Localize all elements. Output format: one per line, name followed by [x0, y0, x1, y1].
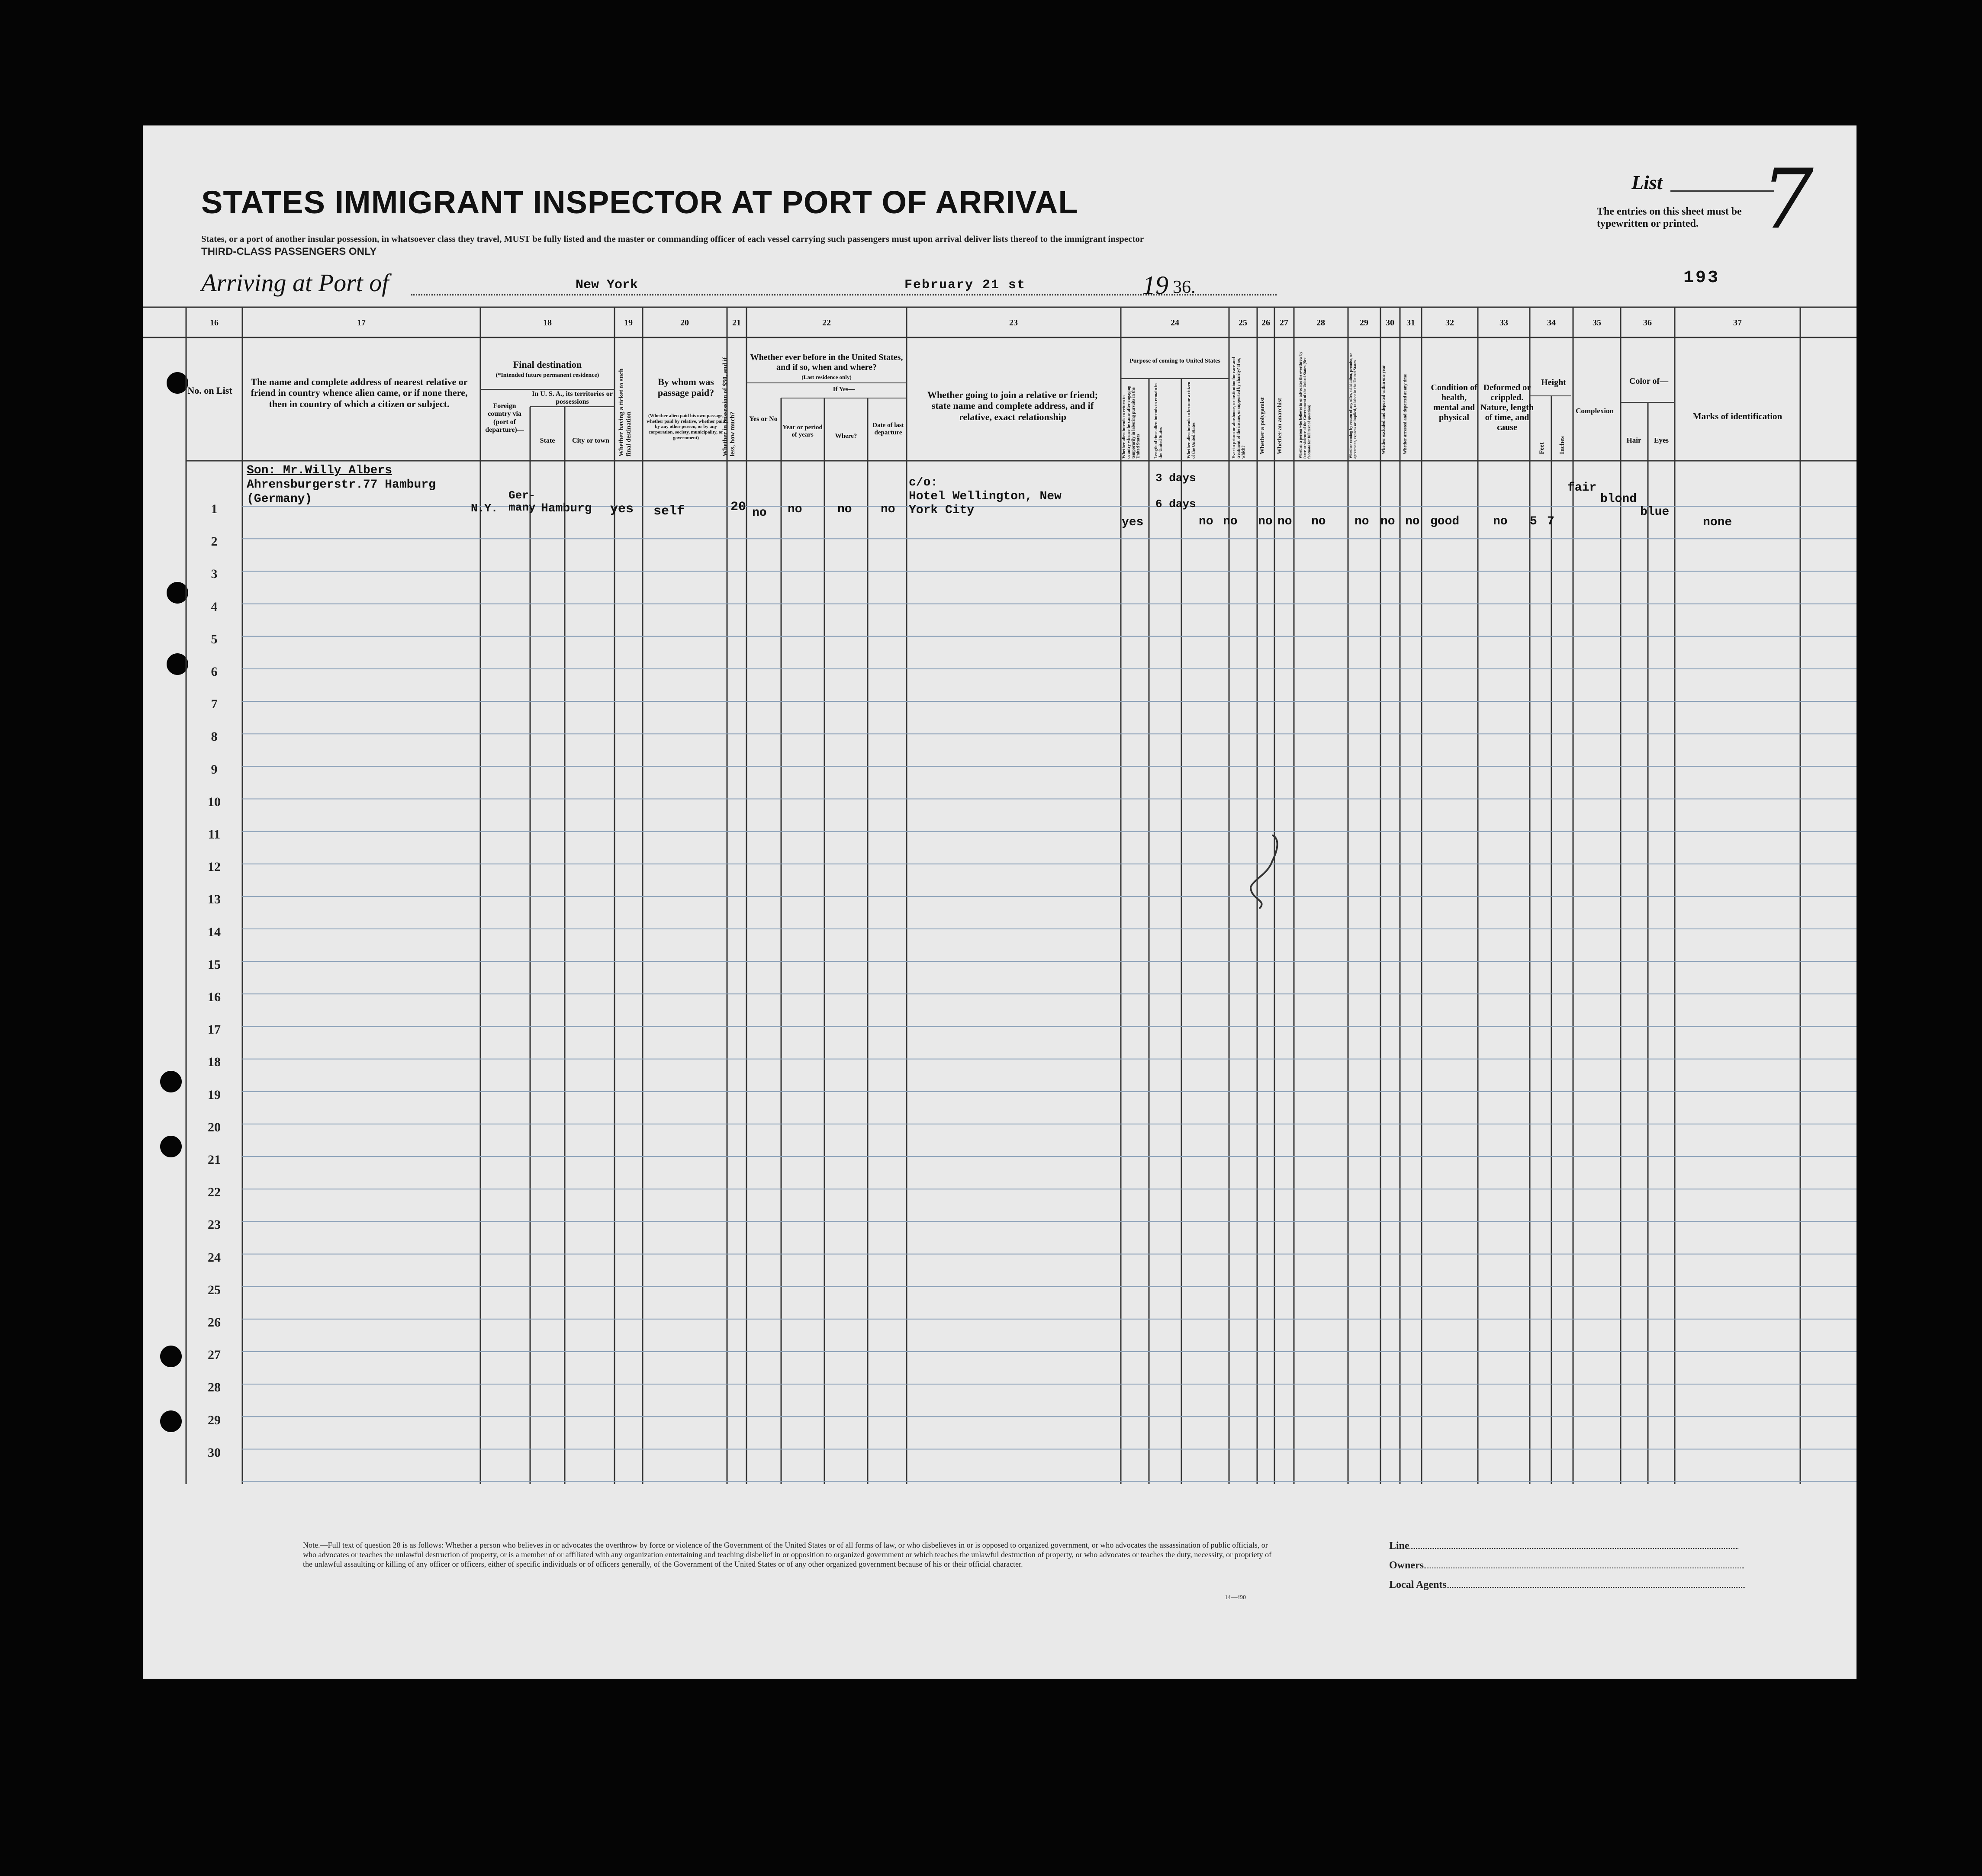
- header-feet: Feet: [1538, 442, 1545, 454]
- entry-relative-line1: Son: Mr.Willy Albers: [247, 464, 393, 477]
- header-height: Height: [1541, 378, 1566, 387]
- entry-eyes: blue: [1640, 505, 1670, 519]
- entry-relative-line3: (Germany): [247, 492, 312, 506]
- row-number: 25: [208, 1282, 221, 1297]
- entry-anarchist: no: [1277, 515, 1292, 528]
- column-number: 27: [1280, 318, 1288, 328]
- column-number: 21: [732, 318, 741, 328]
- row-number: 8: [211, 729, 218, 744]
- entry-joining-line2: Hotel Wellington, New: [909, 490, 1062, 503]
- header-deformed: Deformed or crippled. Nature, length of time, and cause: [1480, 383, 1534, 432]
- column-number: 20: [680, 318, 689, 328]
- row-number: 2: [211, 534, 218, 549]
- entry-deported: no: [1405, 515, 1420, 528]
- header-yes-no: Yes or No: [749, 415, 778, 423]
- entry-city: Hamburg: [541, 502, 592, 515]
- header-passage-paid-note: (Whether alien paid his own passage, whether paid by relative, whether paid by any other person, or by any corporation, society, municipality, or government): [647, 413, 725, 440]
- header-city: City or town: [572, 437, 609, 444]
- row-number: 4: [211, 599, 218, 614]
- header-where: Where?: [835, 433, 857, 440]
- arriving-label: Arriving at Port of: [201, 269, 389, 297]
- entry-polygamist: no: [1258, 515, 1273, 528]
- row-number: 27: [208, 1348, 221, 1362]
- header-state: State: [540, 437, 555, 444]
- page-number: 193: [1683, 268, 1720, 288]
- column-number: 19: [624, 318, 633, 328]
- header-become-citizen: Whether alien intends to become a citizen of the United States: [1187, 382, 1196, 459]
- row-number: 30: [208, 1445, 221, 1460]
- entry-feet: 5: [1530, 515, 1537, 528]
- header-excluded: Whether excluded and deported within one year: [1381, 365, 1386, 454]
- header-relative: The name and complete address of nearest relative or friend in country whence alien came, or if none there, then in country of which a citizen or subject.: [251, 376, 468, 409]
- entry-complexion: fair: [1567, 481, 1597, 495]
- header-if-yes: If Yes—: [833, 386, 855, 393]
- column-number: 23: [1009, 318, 1018, 328]
- column-number: 25: [1239, 318, 1247, 328]
- entry-foreign-line1: Ger-: [508, 489, 536, 502]
- column-number: 35: [1593, 318, 1601, 328]
- header-money: Whether in possession of $50, and if less, how much?: [722, 357, 736, 456]
- header-usa: In U. S. A., its territories or possessions: [532, 390, 613, 406]
- entry-prison: no: [1223, 515, 1238, 528]
- column-number: 22: [822, 318, 831, 328]
- column-number: 24: [1171, 318, 1179, 328]
- date-value: February 21 st: [904, 278, 1026, 292]
- entry-last-departure: no: [881, 503, 895, 516]
- row-number: 17: [208, 1022, 221, 1037]
- row-number: 29: [208, 1413, 221, 1427]
- list-number: 7: [1761, 151, 1814, 247]
- row-number: 11: [208, 827, 221, 842]
- header-purpose: Purpose of coming to United States: [1129, 358, 1220, 364]
- entries-note: The entries on this sheet must be typewritten or printed.: [1597, 206, 1742, 229]
- header-ticket: Whether having a ticket to such final destination: [618, 368, 632, 456]
- header-deported: Whether arrested and deported at any time: [1403, 374, 1408, 454]
- entry-where: no: [837, 503, 852, 516]
- header-return-intent: Whether alien intends to return to country whence he came after engaging temporarily in laboring pursuits in the United States: [1122, 385, 1141, 459]
- row-number: 26: [208, 1315, 221, 1330]
- entry-ticket: yes: [610, 502, 634, 517]
- header-period: Year or period of years: [782, 424, 823, 439]
- entry-passage-paid: self: [653, 504, 685, 519]
- entry-ever-before: no: [752, 506, 767, 520]
- row-number: 7: [211, 697, 218, 712]
- row-number: 3: [211, 567, 218, 581]
- header-complexion: Complexion: [1576, 407, 1614, 415]
- column-number: 28: [1316, 318, 1325, 328]
- row-number: 6: [211, 665, 218, 679]
- row-number: 9: [211, 762, 218, 777]
- column-number: 29: [1360, 318, 1368, 328]
- manifest-sheet: [143, 125, 1857, 1679]
- row-number: 28: [208, 1380, 221, 1395]
- entry-stay-line1: 3 days: [1155, 472, 1196, 485]
- entry-stay-line3: 6 days: [1155, 498, 1196, 511]
- column-number: 33: [1499, 318, 1508, 328]
- row-number: 22: [208, 1185, 221, 1200]
- header-ever-before: Whether ever before in the United States, and if so, when and where?: [750, 353, 903, 372]
- column-number: 16: [210, 318, 219, 328]
- entry-deformed: no: [1493, 515, 1508, 528]
- port-value: New York: [576, 278, 638, 292]
- column-number: 26: [1261, 318, 1270, 328]
- row-number: 19: [208, 1087, 221, 1102]
- header-overthrow: Whether a person who believes in or advocates the overthrow by force or violence of the Government of the United States (See footnote for full text of question): [1298, 351, 1311, 459]
- entry-joining-line3: York City: [909, 504, 975, 517]
- header-no-on-list: No. on List: [187, 385, 232, 396]
- header-eyes: Eyes: [1654, 436, 1669, 444]
- header-final-destination-note: (*Intended future permanent residence): [496, 372, 599, 379]
- header-inches: Inches: [1559, 436, 1566, 454]
- header-last-departure: Date of last departure: [872, 422, 904, 437]
- header-labor-offer: Whether coming by reason of any offer, solicitation, promise, or agreement, express or implied, to labor in the United States: [1348, 353, 1357, 459]
- row-number: 24: [208, 1250, 221, 1265]
- year-suffix: 36.: [1173, 277, 1196, 297]
- year-prefix: 19: [1142, 271, 1168, 299]
- row-number: 18: [208, 1055, 221, 1070]
- row-number: 20: [208, 1120, 221, 1134]
- owners-label: Owners: [1389, 1560, 1744, 1571]
- header-color-of: Color of—: [1629, 376, 1669, 386]
- header-ever-before-note: (Last residence only): [801, 374, 852, 380]
- table-grid: [143, 125, 1857, 1679]
- row-number: 5: [211, 632, 218, 646]
- local-agents-label: Local Agents: [1389, 1579, 1745, 1591]
- entry-joining-line1: c/o:: [909, 476, 938, 489]
- header-length-of-stay: Length of time alien intends to remain in the United States: [1154, 383, 1163, 459]
- entry-excluded: no: [1380, 515, 1395, 528]
- column-number: 30: [1386, 318, 1394, 328]
- row-number: 13: [208, 892, 221, 907]
- row-number: 16: [208, 990, 221, 1004]
- header-marks: Marks of identification: [1692, 411, 1783, 421]
- entry-become-citizen: no: [1199, 515, 1213, 528]
- row-number: 21: [208, 1153, 221, 1167]
- header-polygamist: Whether a polygamist: [1259, 397, 1266, 454]
- column-number: 36: [1643, 318, 1652, 328]
- entry-marks: none: [1703, 516, 1732, 529]
- column-number: 31: [1406, 318, 1415, 328]
- form-number: 14—490: [1225, 1594, 1246, 1601]
- entry-period: no: [788, 503, 802, 516]
- header-passage-paid: By whom was passage paid?: [657, 376, 714, 398]
- list-label: List: [1631, 171, 1663, 193]
- entry-money: 20: [730, 500, 746, 514]
- line-label: Line: [1389, 1540, 1738, 1552]
- column-number: 17: [357, 318, 366, 328]
- page-subtitle: States, or a port of another insular possession, in whatsoever class they travel, MUST be fully listed and the master or commanding officer of each vessel carrying such passengers must upon arrival deliver lists thereof to the immigrant inspector: [201, 234, 1144, 244]
- class-note: THIRD-CLASS PASSENGERS ONLY: [201, 246, 377, 257]
- row-number: 15: [208, 957, 221, 972]
- entry-overthrow: no: [1311, 515, 1326, 528]
- column-number: 32: [1445, 318, 1454, 328]
- entry-foreign-line2: many: [508, 501, 536, 514]
- header-joining: Whether going to join a relative or friend; state name and complete address, and if relative, exact relationship: [927, 389, 1098, 422]
- entry-return-intent: yes: [1122, 516, 1144, 529]
- column-number: 37: [1733, 318, 1742, 328]
- entry-relative-line2: Ahrensburgerstr.77 Hamburg: [247, 478, 436, 491]
- header-health: Condition of health, mental and physical: [1431, 383, 1477, 422]
- row-number: 12: [208, 860, 221, 874]
- header-hair: Hair: [1626, 436, 1641, 444]
- header-final-destination: Final destination: [513, 359, 582, 370]
- entry-inches: 7: [1547, 515, 1554, 528]
- entry-health: good: [1430, 515, 1460, 528]
- column-number: 34: [1547, 318, 1556, 328]
- entry-state: N.Y.: [471, 502, 498, 515]
- header-foreign-country: Foreign country via (port of departure)—: [485, 402, 524, 434]
- footnote: Note.—Full text of question 28 is as follows: Whether a person who believes in or advocates the overthrow by force or violence of the Government of the United States or of all forms of law, or who disbelieves in or is opposed to organized government, or who advocates the assassination of public officials, or who advocates or teaches the unlawful destruction of property, or is a member of or affiliated with any organization entertaining and teaching disbelief in or opposition to organized government or which teaches the unlawful destruction of property, or who advocates or teaches the duty, necessity, or propriety of the unlawful assaulting or killing of any officer or officers, either of specific individuals or of officers generally, of the Government of the United States or of any other organized government because of his or their official character.: [303, 1541, 1272, 1568]
- entry-labor-offer: no: [1355, 515, 1369, 528]
- entry-hair: blond: [1600, 492, 1637, 506]
- column-number: 18: [543, 318, 552, 328]
- row-number: 14: [208, 925, 221, 939]
- row-number: 23: [208, 1217, 221, 1232]
- row-number: 10: [208, 794, 221, 809]
- header-anarchist: Whether an anarchist: [1277, 398, 1283, 454]
- row-number: 1: [211, 502, 218, 516]
- page-title: STATES IMMIGRANT INSPECTOR AT PORT OF ARRIVAL: [201, 184, 1078, 220]
- header-prison: Ever in prison or almshouse, or institution for care and treatment of the insane, or supported by charity? If so, which?: [1232, 357, 1246, 459]
